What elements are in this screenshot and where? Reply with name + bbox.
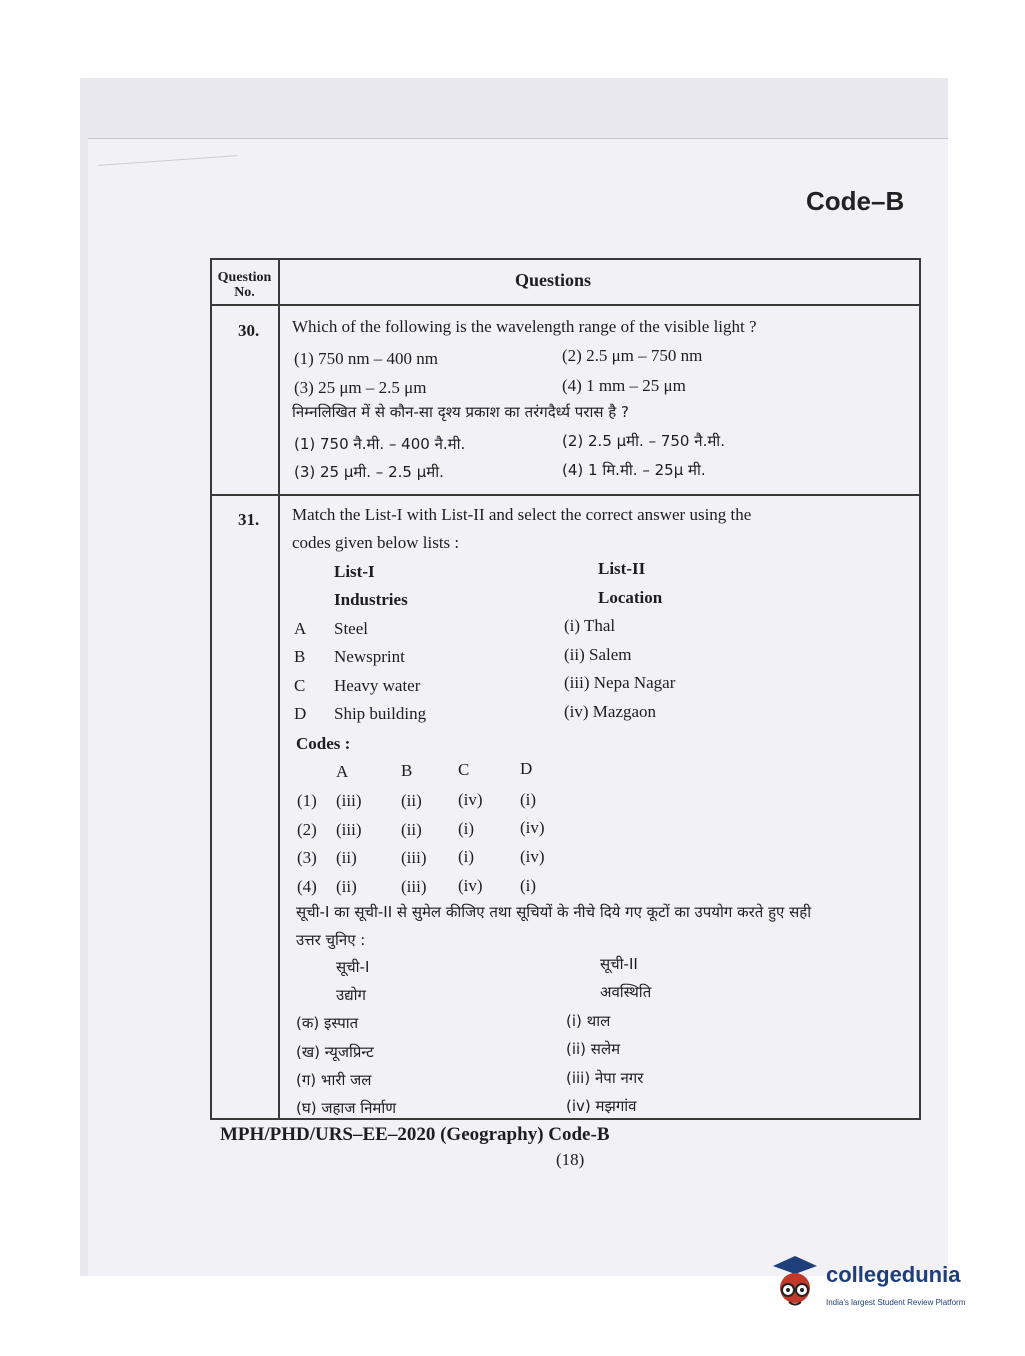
option-4: (4) 1 mm – 25 μm xyxy=(562,376,686,395)
list1-item: Newsprint xyxy=(334,647,405,666)
codes-header: A xyxy=(336,762,349,781)
list2-subtitle-hindi: अवस्थिति xyxy=(600,983,652,1001)
codes-header: B xyxy=(401,761,413,780)
list2-item: (i) Thal xyxy=(564,616,616,635)
code-label: Code–B xyxy=(806,186,905,216)
list2-item: (iii) Nepa Nagar xyxy=(564,673,676,692)
question-text-hindi: सूची-I का सूची-II से सुमेल कीजिए तथा सूचियों के नीचे दिये गए कूटों का उपयोग करते हुए सही xyxy=(296,903,812,921)
table-row-divider xyxy=(210,494,921,496)
codes-cell: (iv) xyxy=(458,790,483,809)
codes-cell: (ii) xyxy=(401,791,422,810)
list2-item-hindi: (iv) मझगांव xyxy=(566,1097,637,1115)
question-text-hindi: निम्नलिखित में से कौन-सा दृश्य प्रकाश का तरंगदैर्ध्य परास है ? xyxy=(292,403,629,421)
question-number: 31. xyxy=(238,510,260,529)
question-number: 30. xyxy=(238,321,260,340)
logo-tagline: India's largest Student Review Platform xyxy=(826,1298,966,1307)
list2-title-hindi: सूची-II xyxy=(600,955,638,973)
codes-option: (3) xyxy=(297,848,317,867)
codes-cell: (iii) xyxy=(336,820,362,839)
paper-edge xyxy=(88,138,948,139)
list1-subtitle: Industries xyxy=(334,590,408,609)
list1-key: A xyxy=(294,619,307,638)
logo-wordmark: collegedunia xyxy=(826,1262,961,1287)
page-footer: MPH/PHD/URS–EE–2020 (Geography) Code-B xyxy=(220,1124,610,1145)
list1-key: D xyxy=(294,704,307,723)
codes-cell: (iv) xyxy=(458,876,483,895)
codes-cell: (ii) xyxy=(336,877,357,896)
list1-subtitle-hindi: उद्योग xyxy=(336,986,367,1004)
list1-item: Heavy water xyxy=(334,676,421,695)
list1-item-hindi: (ख) न्यूजप्रिन्ट xyxy=(296,1043,374,1061)
codes-cell: (i) xyxy=(458,819,475,838)
codes-cell: (i) xyxy=(520,790,537,809)
list1-item: Ship building xyxy=(334,704,427,723)
table-column-divider xyxy=(278,258,280,1120)
question-text: Match the List-I with List-II and select the correct answer using the xyxy=(292,505,752,524)
codes-cell: (iii) xyxy=(401,848,427,867)
codes-option: (2) xyxy=(297,820,317,839)
option-3: (3) 25 μm – 2.5 μm xyxy=(294,378,427,397)
option-1-hindi: (1) 750 नै.मी. – 400 नै.मी. xyxy=(294,435,466,453)
question-number-header: Question No. xyxy=(217,270,272,301)
option-2: (2) 2.5 μm – 750 nm xyxy=(562,346,703,365)
list1-key: B xyxy=(294,647,306,666)
list1-item: Steel xyxy=(334,619,368,638)
list2-item-hindi: (i) थाल xyxy=(566,1012,611,1030)
codes-cell: (iv) xyxy=(520,847,545,866)
list2-item: (iv) Mazgaon xyxy=(564,702,657,721)
list1-item-hindi: (ग) भारी जल xyxy=(296,1071,372,1089)
table-header-divider xyxy=(210,304,921,306)
codes-header: D xyxy=(520,759,533,778)
codes-cell: (iii) xyxy=(336,791,362,810)
list1-key: C xyxy=(294,676,306,695)
question-text: codes given below lists : xyxy=(292,533,460,552)
list1-item-hindi: (क) इस्पात xyxy=(296,1014,359,1032)
codes-option: (4) xyxy=(297,877,317,896)
page-number: (18) xyxy=(556,1150,585,1169)
question-text-hindi: उत्तर चुनिए : xyxy=(296,931,366,949)
list1-title: List-I xyxy=(334,562,375,581)
list2-title: List-II xyxy=(598,559,646,578)
codes-cell: (ii) xyxy=(336,848,357,867)
list2-item-hindi: (iii) नेपा नगर xyxy=(566,1069,644,1087)
codes-cell: (ii) xyxy=(401,820,422,839)
codes-cell: (iv) xyxy=(520,818,545,837)
codes-cell: (iii) xyxy=(401,877,427,896)
question-text: Which of the following is the wavelength range of the visible light ? xyxy=(292,317,757,336)
option-2-hindi: (2) 2.5 μमी. – 750 नै.मी. xyxy=(562,432,725,450)
list2-item-hindi: (ii) सलेम xyxy=(566,1040,621,1058)
codes-cell: (i) xyxy=(520,876,537,895)
list2-subtitle: Location xyxy=(598,588,663,607)
option-4-hindi: (4) 1 मि.मी. – 25μ मी. xyxy=(562,461,706,479)
codes-cell: (i) xyxy=(458,847,475,866)
option-3-hindi: (3) 25 μमी. – 2.5 μमी. xyxy=(294,463,444,481)
graduate-mascot-icon xyxy=(765,1252,825,1314)
list1-item-hindi: (घ) जहाज निर्माण xyxy=(296,1099,397,1117)
questions-header: Questions xyxy=(515,270,592,290)
list2-item: (ii) Salem xyxy=(564,645,632,664)
codes-option: (1) xyxy=(297,791,317,810)
list1-title-hindi: सूची-I xyxy=(336,958,370,976)
codes-header: C xyxy=(458,760,470,779)
codes-label: Codes : xyxy=(296,734,351,753)
option-1: (1) 750 nm – 400 nm xyxy=(294,349,439,368)
